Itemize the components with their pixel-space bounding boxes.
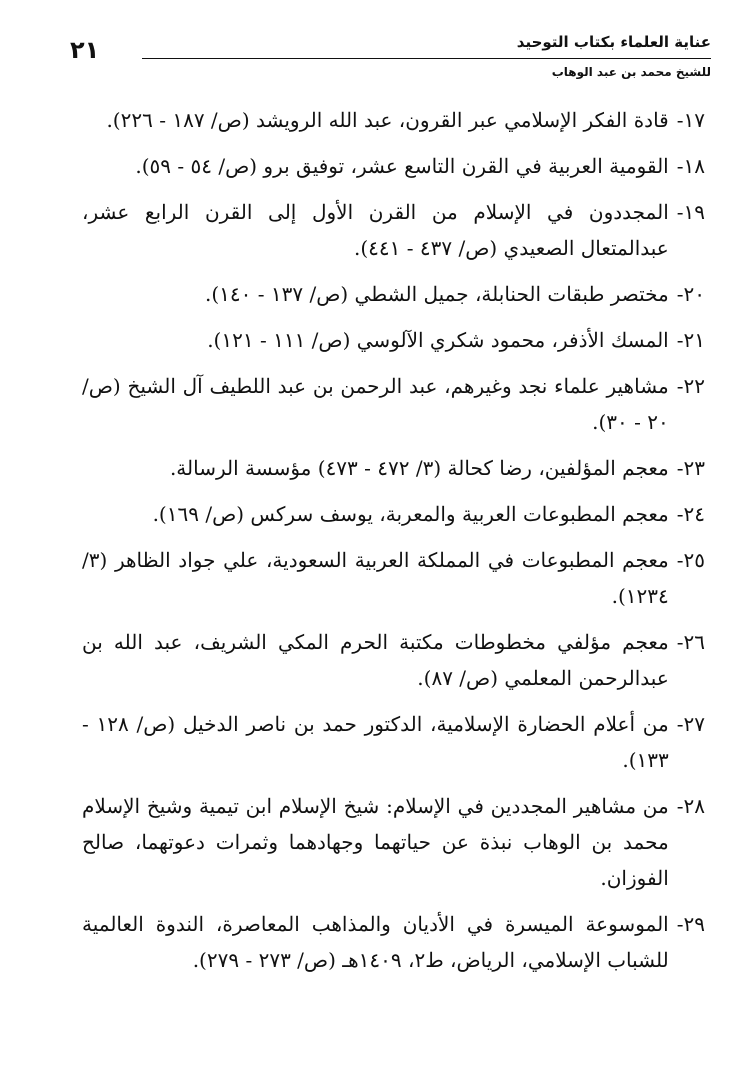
- entry-number: ٢٢-: [676, 374, 705, 398]
- list-item: [82, 906, 705, 978]
- entry-number: ٢٣-: [676, 456, 705, 480]
- entry-number: ٢١-: [676, 328, 705, 352]
- entry-number: ٢٦-: [676, 630, 705, 654]
- header-rule: [142, 58, 711, 59]
- running-header-title: عناية العلماء بكتاب التوحيد: [516, 33, 711, 51]
- entry-text: معجم مؤلفي مخطوطات مكتبة الحرم المكي الشريف، عبد الله بن عبدالرحمن المعلمي (ص/ ٨٧).: [82, 630, 669, 690]
- running-header: [64, 32, 711, 92]
- entry-number: ٢٧-: [676, 712, 705, 736]
- list-item: [82, 322, 705, 358]
- entry-text: معجم المطبوعات العربية والمعربة، يوسف سركس (ص/ ١٦٩).: [152, 502, 669, 526]
- list-item: [82, 706, 705, 778]
- entry-text: معجم المطبوعات في المملكة العربية السعودية، علي جواد الظاهر (٣/ ١٢٣٤).: [82, 548, 669, 608]
- entry-text: الموسوعة الميسرة في الأديان والمذاهب المعاصرة، الندوة العالمية للشباب الإسلامي، الرياض، ط٢، ١٤٠٩هـ (ص/ ٢٧٣ - ٢٧٩).: [82, 912, 669, 972]
- entry-text: المجددون في الإسلام من القرن الأول إلى القرن الرابع عشر، عبدالمتعال الصعيدي (ص/ ٤٣٧ - ٤٤١).: [82, 200, 669, 260]
- entry-text: قادة الفكر الإسلامي عبر القرون، عبد الله الرويشد (ص/ ١٨٧ - ٢٢٦).: [106, 108, 669, 132]
- entry-text: مشاهير علماء نجد وغيرهم، عبد الرحمن بن عبد اللطيف آل الشيخ (ص/ ٢٠ - ٣٠).: [82, 374, 669, 434]
- list-item: [82, 368, 705, 440]
- entry-number: ٢٨-: [676, 794, 705, 818]
- list-item: [82, 276, 705, 312]
- running-header-subtitle: للشيخ محمد بن عبد الوهاب: [551, 65, 711, 79]
- entry-number: ٢٥-: [676, 548, 705, 572]
- entry-text: المسك الأذفر، محمود شكري الآلوسي (ص/ ١١١ - ١٢١).: [207, 328, 669, 352]
- page-number: ٢١: [70, 36, 100, 64]
- entry-text: مختصر طبقات الحنابلة، جميل الشطي (ص/ ١٣٧ - ١٤٠).: [205, 282, 669, 306]
- list-item: [82, 148, 705, 184]
- entry-number: ٢٠-: [676, 282, 705, 306]
- entry-number: ١٩-: [676, 200, 705, 224]
- entry-text: معجم المؤلفين، رضا كحالة (٣/ ٤٧٢ - ٤٧٣) مؤسسة الرسالة.: [169, 456, 669, 480]
- entry-text: القومية العربية في القرن التاسع عشر، توفيق برو (ص/ ٥٤ - ٥٩).: [135, 154, 669, 178]
- entry-number: ٢٤-: [676, 502, 705, 526]
- entry-number: ٢٩-: [676, 912, 705, 936]
- list-item: [82, 496, 705, 532]
- entry-number: ١٧-: [676, 108, 705, 132]
- entry-number: ١٨-: [676, 154, 705, 178]
- list-item: [82, 450, 705, 486]
- list-item: [82, 624, 705, 696]
- list-item: [82, 542, 705, 614]
- list-item: [82, 102, 705, 138]
- list-item: [82, 788, 705, 896]
- list-item: [82, 194, 705, 266]
- reference-list: [82, 102, 705, 978]
- entry-text: من أعلام الحضارة الإسلامية، الدكتور حمد بن ناصر الدخيل (ص/ ١٢٨ - ١٣٣).: [82, 712, 669, 772]
- entry-text: من مشاهير المجددين في الإسلام: شيخ الإسلام ابن تيمية وشيخ الإسلام محمد بن الوهاب نبذة عن حياتهما وجهادهما وثمرات دعوتهما، صالح الفوزان.: [82, 794, 669, 890]
